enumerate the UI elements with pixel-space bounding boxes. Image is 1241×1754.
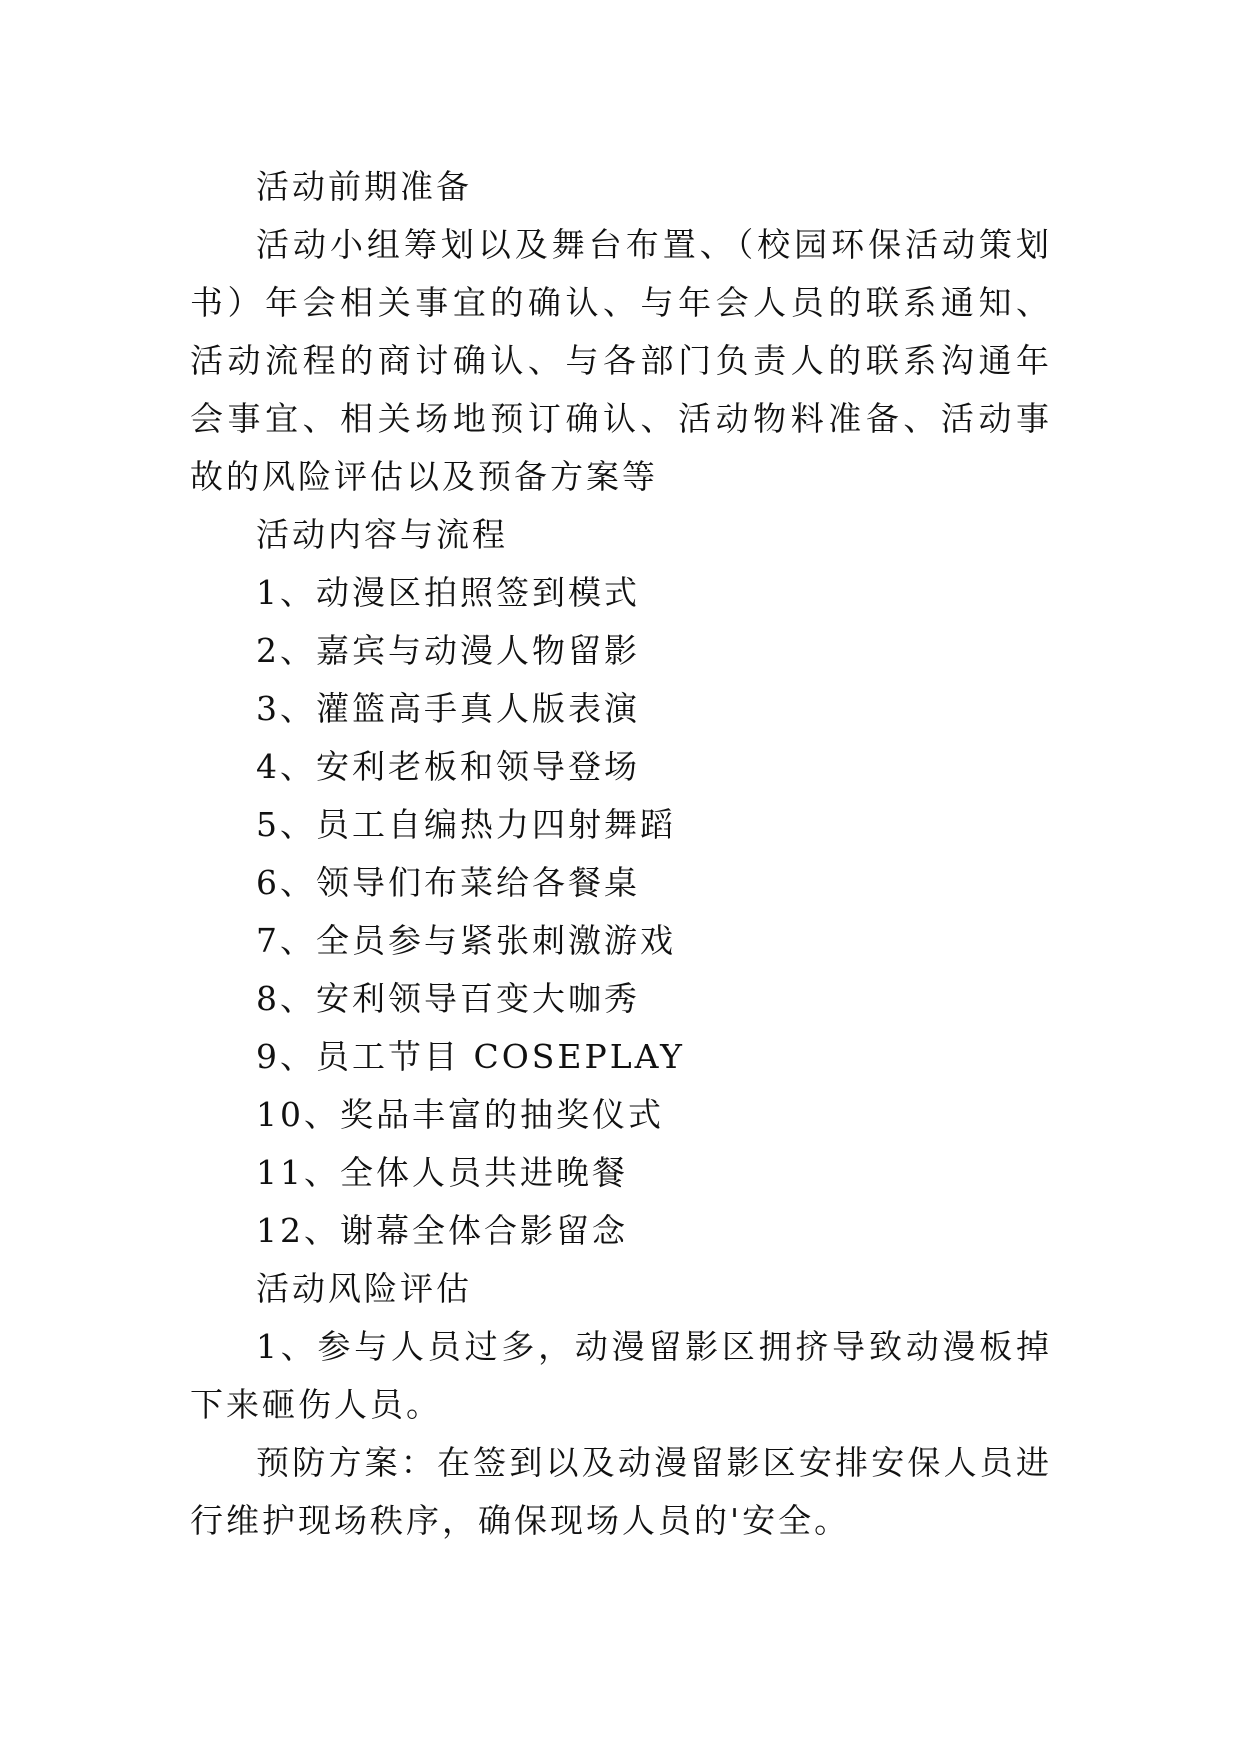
- flow-item: 4、安利老板和领导登场: [256, 747, 640, 786]
- flow-item: 8、安利领导百变大咖秀: [256, 979, 640, 1018]
- flow-item: 5、员工自编热力四射舞蹈: [256, 805, 676, 844]
- flow-item: 3、灌篮高手真人版表演: [256, 689, 640, 728]
- flow-item: 6、领导们布菜给各餐桌: [256, 863, 640, 902]
- prep-paragraph: 活动小组筹划以及舞台布置、（校园环保活动策划书）年会相关事宜的确认、与年会人员的联系通知、活动流程的商讨确认、与各部门负责人的联系沟通年会事宜、相关场地预订确认、活动物料准备、活动事故的风险评估以及预备方案等: [190, 225, 1052, 496]
- section-heading-prep: 活动前期准备: [256, 167, 472, 206]
- flow-item: 11、全体人员共进晚餐: [256, 1153, 628, 1192]
- prevention-paragraph: 预防方案：在签到以及动漫留影区安排安保人员进行维护现场秩序，确保现场人员的'安全。: [190, 1443, 1052, 1540]
- risk-item: 1、参与人员过多，动漫留影区拥挤导致动漫板掉下来砸伤人员。: [190, 1327, 1052, 1424]
- flow-item: 10、奖品丰富的抽奖仪式: [256, 1095, 664, 1134]
- section-heading-flow: 活动内容与流程: [256, 515, 508, 554]
- flow-item: 9、员工节目 COSEPLAY: [256, 1037, 685, 1076]
- section-heading-risk: 活动风险评估: [256, 1269, 472, 1308]
- flow-item: 2、嘉宾与动漫人物留影: [256, 631, 640, 670]
- flow-item: 12、谢幕全体合影留念: [256, 1211, 628, 1250]
- flow-item: 7、全员参与紧张刺激游戏: [256, 921, 676, 960]
- flow-item: 1、动漫区拍照签到模式: [256, 573, 640, 612]
- document-page: [190, 158, 1052, 1550]
